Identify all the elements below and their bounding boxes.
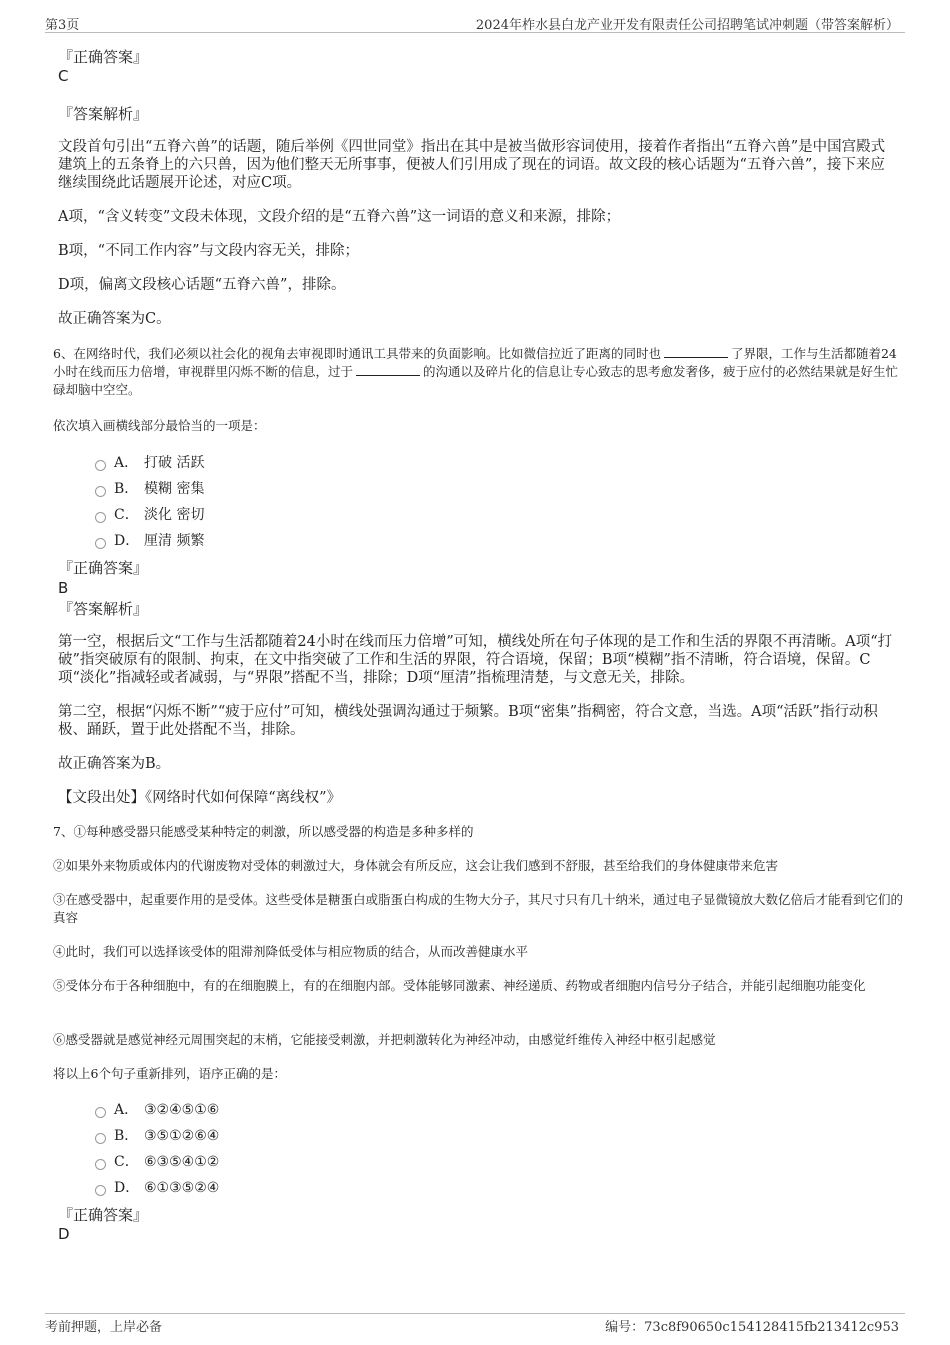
q5-analysis-paragraph: B项，“不同工作内容”与文段内容无关，排除； — [58, 243, 359, 259]
q6-option-b[interactable]: B． 模糊 密集 — [95, 479, 204, 499]
q6-analysis-label: 『答案解析』 — [58, 600, 149, 618]
q7-sentence: ②如果外来物质或体内的代谢废物对受体的刺激过大，身体就会有所反应，这会让我们感到不舒服，甚至给我们的身体健康带来危害 — [53, 858, 779, 873]
footer-slogan: 考前押题，上岸必备 — [45, 1320, 163, 1335]
q6-analysis-paragraph: 第一空，根据后文“工作与生活都随着24小时在线而压力倍增”可知，横线处所在句子体现的是工作和生活的界限不再清晰。A项“打破”指突破原有的限制、拘束，在文中指突破了工作和生活的界限，符合语境，保留；B项“模糊”指不清晰，符合语境，保留。C项“淡化”指减轻或者减弱，与“界限”搭配不当，排除；D项“厘清”指梳理清楚，与文意无关，排除。 — [58, 634, 893, 686]
q7-sentence: ④此时，我们可以选择该受体的阻滞剂降低受体与相应物质的结合，从而改善健康水平 — [53, 944, 529, 959]
q7-answer-label: 『正确答案』 — [58, 1206, 149, 1224]
radio-icon[interactable] — [95, 460, 106, 471]
q7-option-c[interactable]: C． ⑥③⑤④①② — [95, 1152, 219, 1172]
q6-answer: B — [58, 579, 69, 597]
q6-prompt: 依次填入画横线部分最恰当的一项是： — [53, 418, 266, 433]
fill-blank — [356, 363, 420, 376]
q7-sentence: ③在感受器中，起重要作用的是受体。这些受体是糖蛋白或脂蛋白构成的生物大分子，其尺寸只有几十纳米，通过电子显微镜放大数亿倍后才能看到它们的真容 — [53, 892, 904, 925]
q7-answer: D — [58, 1225, 70, 1243]
q5-answer: C — [58, 67, 69, 85]
q5-analysis-paragraph: D项，偏离文段核心话题“五脊六兽”，排除。 — [58, 277, 346, 293]
radio-icon[interactable] — [95, 1159, 106, 1170]
radio-icon[interactable] — [95, 486, 106, 497]
page-number: 第3页 — [45, 18, 80, 33]
q7-sentence: 7、①每种感受器只能感受某种特定的刺激，所以感受器的构造是多种多样的 — [53, 824, 474, 839]
page-header — [45, 10, 905, 33]
q7-sentence: ⑥感受器就是感觉神经元周围突起的末梢，它能接受刺激，并把刺激转化为神经冲动，由感觉纤维传入神经中枢引起感觉 — [53, 1032, 716, 1047]
q6-option-d[interactable]: D． 厘清 频繁 — [95, 531, 204, 551]
q6-answer-label: 『正确答案』 — [58, 559, 149, 577]
q7-option-b[interactable]: B． ③⑤①②⑥④ — [95, 1126, 219, 1146]
q6-option-a[interactable]: A． 打破 活跃 — [95, 453, 204, 473]
q6-option-c[interactable]: C． 淡化 密切 — [95, 505, 204, 525]
radio-icon[interactable] — [95, 1107, 106, 1118]
radio-icon[interactable] — [95, 512, 106, 523]
radio-icon[interactable] — [95, 538, 106, 549]
page-footer — [45, 1313, 905, 1336]
radio-icon[interactable] — [95, 1185, 106, 1196]
document-code: 编号：73c8f90650c154128415fb213412c953 — [605, 1320, 899, 1335]
q6-stem: 6、在网络时代，我们必须以社会化的视角去审视即时通讯工具带来的负面影响。比如微信拉近了距离的同时也 了界限，工作与生活都随着24小时在线而压力倍增，审视群里闪烁不断的信息，过于 的沟通以及碎片化的信息让专心致志的思考愈发奢侈，疲于应付的必然结果就是好生忙碌却脑中空空。 — [53, 346, 899, 397]
q5-answer-label: 『正确答案』 — [58, 48, 149, 66]
q7-prompt: 将以上6个句子重新排列，语序正确的是： — [53, 1066, 286, 1081]
q5-analysis-paragraph: A项，“含义转变”文段未体现，文段介绍的是“五脊六兽”这一词语的意义和来源，排除； — [58, 209, 621, 225]
q6-analysis-paragraph: 故正确答案为B。 — [58, 756, 171, 772]
q6-source: 【文段出处】《网络时代如何保障“离线权”》 — [58, 790, 342, 806]
radio-icon[interactable] — [95, 1133, 106, 1144]
q5-analysis-label: 『答案解析』 — [58, 105, 149, 123]
fill-blank — [664, 345, 728, 358]
q6-analysis-paragraph: 第二空，根据“闪烁不断”“疲于应付”可知，横线处强调沟通过于频繁。B项“密集”指稠密，符合文意，当选。A项“活跃”指行动积极、踊跃，置于此处搭配不当，排除。 — [58, 704, 878, 738]
q5-analysis-paragraph: 故正确答案为C。 — [58, 311, 171, 327]
document-title: 2024年柞水县白龙产业开发有限责任公司招聘笔试冲刺题（带答案解析） — [475, 18, 899, 33]
q7-option-a[interactable]: A． ③②④⑤①⑥ — [95, 1100, 219, 1120]
q5-analysis-paragraph: 文段首句引出“五脊六兽”的话题，随后举例《四世同堂》指出在其中是被当做形容词使用，接着作者指出“五脊六兽”是中国宫殿式建筑上的五条脊上的六只兽，因为他们整天无所事事，便被人们引用成了现在的词语。故文段的核心话题为“五脊六兽”，接下来应继续围绕此话题展开论述，对应C项。 — [58, 139, 886, 191]
q7-sentence: ⑤受体分布于各种细胞中，有的在细胞膜上，有的在细胞内部。受体能够同激素、神经递质、药物或者细胞内信号分子结合，并能引起细胞功能变化 — [53, 978, 866, 993]
q7-option-d[interactable]: D． ⑥①③⑤②④ — [95, 1178, 219, 1198]
